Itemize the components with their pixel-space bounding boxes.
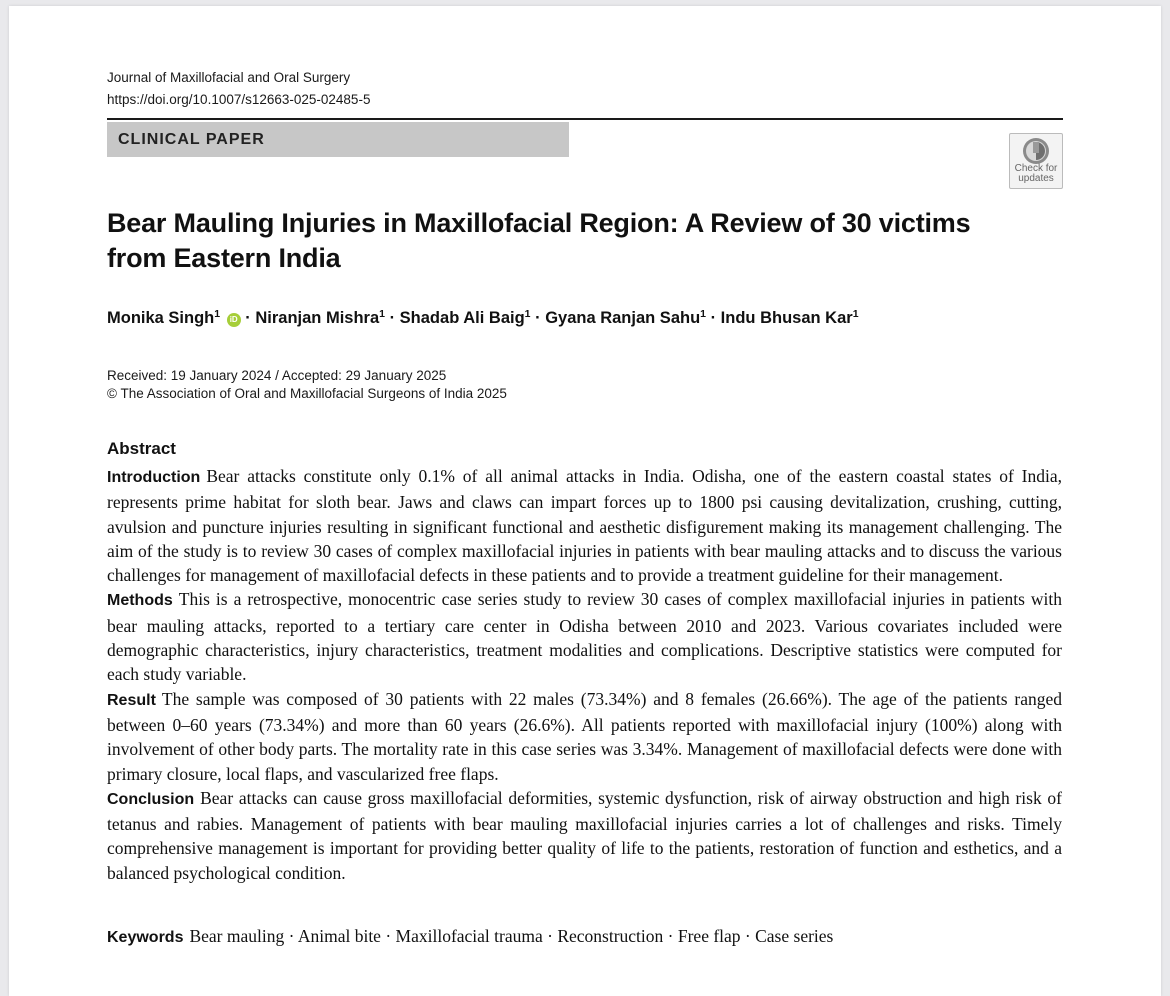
author-affiliation: 1 [524,308,531,320]
keywords-text: Bear mauling · Animal bite · Maxillofacial trauma · Reconstruction · Free flap · Case series [189,926,834,946]
author-list: Monika Singh$^1$ iD · Niranjan Mishra$^1$ · Shadab Ali Baig$^1$ · Gyana Ranjan Sahu$^1$ · Indu Bhusan Kar$^1$ [107,308,859,327]
section-text: Bear attacks constitute only 0.1% of all animal attacks in India. Odisha, one of the eastern coastal states of India, represents prime habitat for sloth bear. Jaws and claws can impart forces up to 1800 psi causing devitalization, crushing, cutting, avulsion and puncture injuries resulting in significant functional and aesthetic disfigurement making its management challenging. The aim of the study is to review 30 cases of complex maxillofacial injuries in patients with bear mauling attacks and to discuss the various challenges for management of maxillofacial defects in these patients and to provide a treatment guideline for their management. [107,466,1062,586]
article-category: CLINICAL PAPER [118,131,265,148]
author-affiliation: 1 [852,308,859,320]
abstract-section-methods [107,587,1062,686]
keywords-label: Keywords [107,929,184,946]
section-label: Result [107,691,156,709]
abstract-section-conclusion [107,786,1062,885]
section-label: Introduction [107,469,201,486]
author-affiliation: 1 [379,308,385,320]
journal-name: Journal of Maxillofacial and Oral Surgery [107,70,351,85]
section-text: The sample was composed of 30 patients with 22 males (73.34%) and 8 females (26.66%). The age of the patients ranged between 0–60 years (73.34%) and more than 60 years (26.6%). All patients reported with maxillofacial injury (100%) along with involvement of other body parts. The mortality rate in this case series was 3.34%. Management of maxillofacial defects were done with primary closure, local flaps, and vascularized free flaps. [107,688,1062,784]
author-name[interactable]: Niranjan Mishra [255,309,380,327]
abstract-heading: Abstract [107,439,176,458]
section-text: Bear attacks can cause gross maxillofacial deformities, systemic dysfunction, risk of airway obstruction and high risk of tetanus and rabies. Management of patients with bear mauling maxillofacial injuries carries a lot of challenges and risks. Timely comprehensive management is important for providing better quality of life to the patients, restoration of function and esthetics, and a balanced psychological condition. [107,787,1062,883]
section-text: This is a retrospective, monocentric case series study to review 30 cases of complex maxillofacial injuries in patients with bear mauling attacks, reported to a tertiary care center in Odisha between 2010 and 2023. Various covariates included were demographic characteristics, injury characteristics, treatment modalities and complications. Descriptive statistics were computed for each study variable. [107,589,1062,685]
publication-dates [107,367,507,403]
check-for-updates-badge[interactable] [1009,133,1063,189]
copyright-notice: © The Association of Oral and Maxillofacial Surgeons of India 2025 [107,386,507,401]
keywords-line [107,924,1062,950]
abstract-section-introduction [107,464,1062,587]
paper-page [9,6,1161,996]
section-label: Conclusion [107,790,195,808]
journal-header [107,67,370,111]
doi-link[interactable]: https://doi.org/10.1007/s12663-025-02485-5 [107,92,371,107]
received-accepted-dates: Received: 19 January 2024 / Accepted: 29 January 2025 [107,368,447,383]
abstract-section-result [107,687,1062,786]
author-affiliation: 1 [700,308,706,320]
author-name[interactable]: Indu Bhusan Kar [720,309,853,327]
header-rule [107,118,1063,120]
check-for-updates-label: Check for updates [1014,163,1058,184]
author-name[interactable]: Shadab Ali Baig [399,309,525,327]
check-for-updates-icon [1022,137,1050,165]
article-category-bar [107,122,569,157]
author-affiliation: 1 [214,308,221,320]
abstract-body [107,464,1062,885]
paper-title: Bear Mauling Injuries in Maxillofacial Region: A Review of 30 victims from Eastern India [107,208,971,273]
author-name[interactable]: Monika Singh [107,309,215,327]
author-name[interactable]: Gyana Ranjan Sahu [545,309,701,327]
section-label: Methods [107,592,173,610]
orcid-icon[interactable]: iD [227,313,241,327]
